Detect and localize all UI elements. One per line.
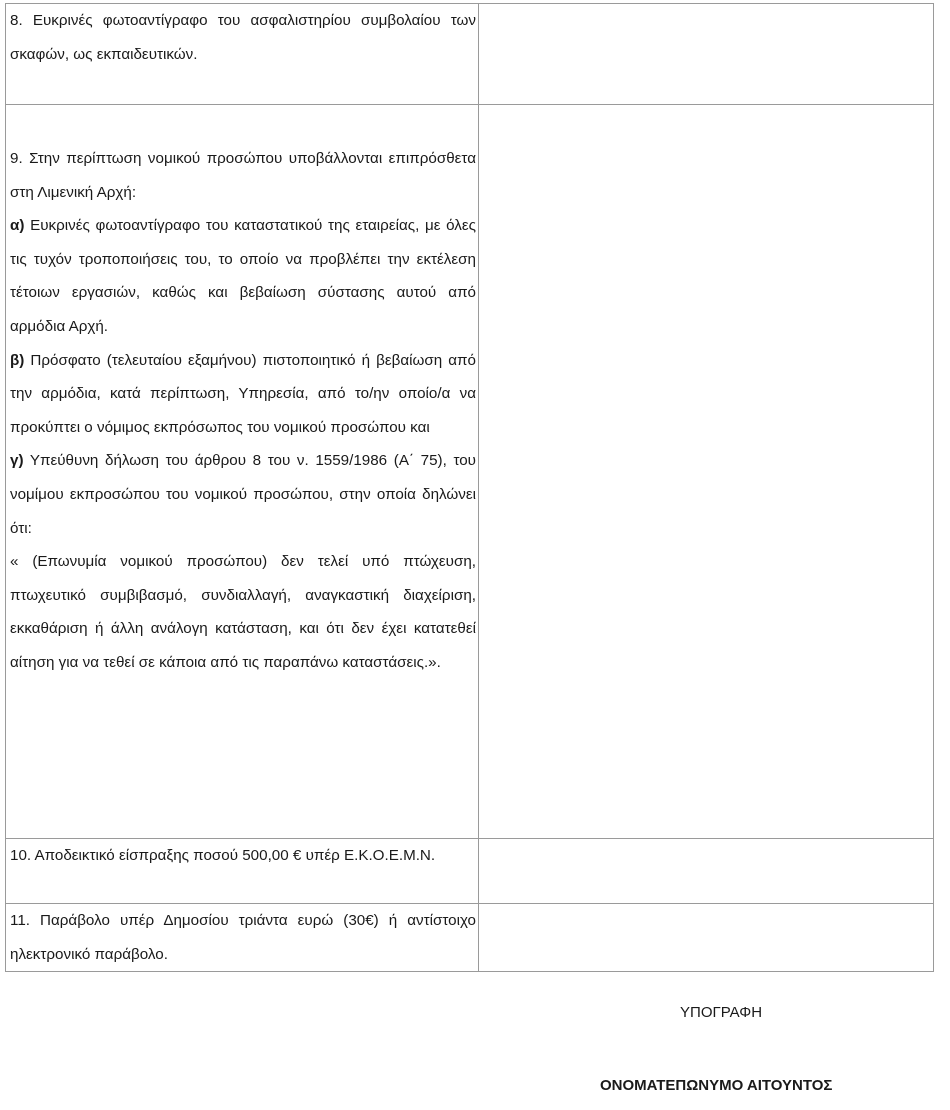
applicant-name-label: ΟΝΟΜΑΤΕΠΩΝΥΜΟ ΑΙΤΟΥΝΤΟΣ <box>600 1077 833 1094</box>
empty-cell-9 <box>479 105 934 839</box>
item-c-text: Υπεύθυνη δήλωση του άρθρου 8 του ν. 1559/1986 (Α΄ 75), του νομίμου εκπροσώπου του νομικού προσώπου, στην οποία δηλώνει ότι: <box>10 452 476 537</box>
item-b-label: β) <box>10 351 25 369</box>
requirement-text-11: 11. Παράβολο υπέρ Δημοσίου τριάντα ευρώ (30€) ή αντίστοιχο ηλεκτρονικό παράβολο. <box>10 912 476 963</box>
requirement-cell-11 <box>6 904 479 972</box>
empty-cell-10 <box>479 839 934 904</box>
requirement-cell-8 <box>6 4 479 105</box>
requirement-cell-9 <box>6 105 479 839</box>
table-row <box>6 904 934 972</box>
table-row <box>6 839 934 904</box>
requirement-text-10: 10. Αποδεικτικό είσπραξης ποσού 500,00 € υπέρ Ε.Κ.Ο.Ε.Μ.Ν. <box>10 847 436 864</box>
table-row <box>6 105 934 839</box>
requirement-cell-10 <box>6 839 479 904</box>
requirement-9-intro: 9. Στην περίπτωση νομικού προσώπου υποβάλλονται επιπρόσθετα στη Λιμενική Αρχή: <box>10 150 476 201</box>
requirement-9-item-a <box>10 209 476 343</box>
item-b-text: Πρόσφατο (τελευταίου εξαμήνου) πιστοποιητικό ή βεβαίωση από την αρμόδια, κατά περίπτωση, Υπηρεσία, από το/ην οποίο/α να προκύπτει ο νόμιμος εκπρόσωπος του νομικού προσώπου και <box>10 351 476 436</box>
table-row <box>6 4 934 105</box>
requirement-text-9 <box>6 105 478 680</box>
requirement-text-8: 8. Ευκρινές φωτοαντίγραφο του ασφαλιστηρίου συμβολαίου των σκαφών, ως εκπαιδευτικών. <box>10 12 476 63</box>
item-a-text: Ευκρινές φωτοαντίγραφο του καταστατικού της εταιρείας, με όλες τις τυχόν τροποποιήσεις του, το οποίο να προβλέπει την εκτέλεση τέτοιων εργασιών, καθώς και βεβαίωση σύστασης αυτού από αρμόδια Αρχή. <box>10 217 476 335</box>
empty-cell-8 <box>479 4 934 105</box>
item-c-label: γ) <box>10 452 24 470</box>
requirements-table <box>5 3 934 972</box>
requirement-9-item-b <box>10 344 476 445</box>
item-a-label: α) <box>10 217 25 235</box>
signature-label: ΥΠΟΓΡΑΦΗ <box>680 1004 763 1021</box>
requirement-9-item-c <box>10 444 476 545</box>
empty-cell-11 <box>479 904 934 972</box>
requirement-9-declaration-quote: « (Επωνυμία νομικού προσώπου) δεν τελεί υπό πτώχευση, πτωχευτικό συμβιβασμό, συνδιαλλαγή, αναγκαστική διαχείριση, εκκαθάριση ή άλλη ανάλογη κατάσταση, και ότι δεν έχει κατατεθεί αίτηση για να τεθεί σε κάποια από τις παραπάνω καταστάσεις.». <box>10 553 476 671</box>
